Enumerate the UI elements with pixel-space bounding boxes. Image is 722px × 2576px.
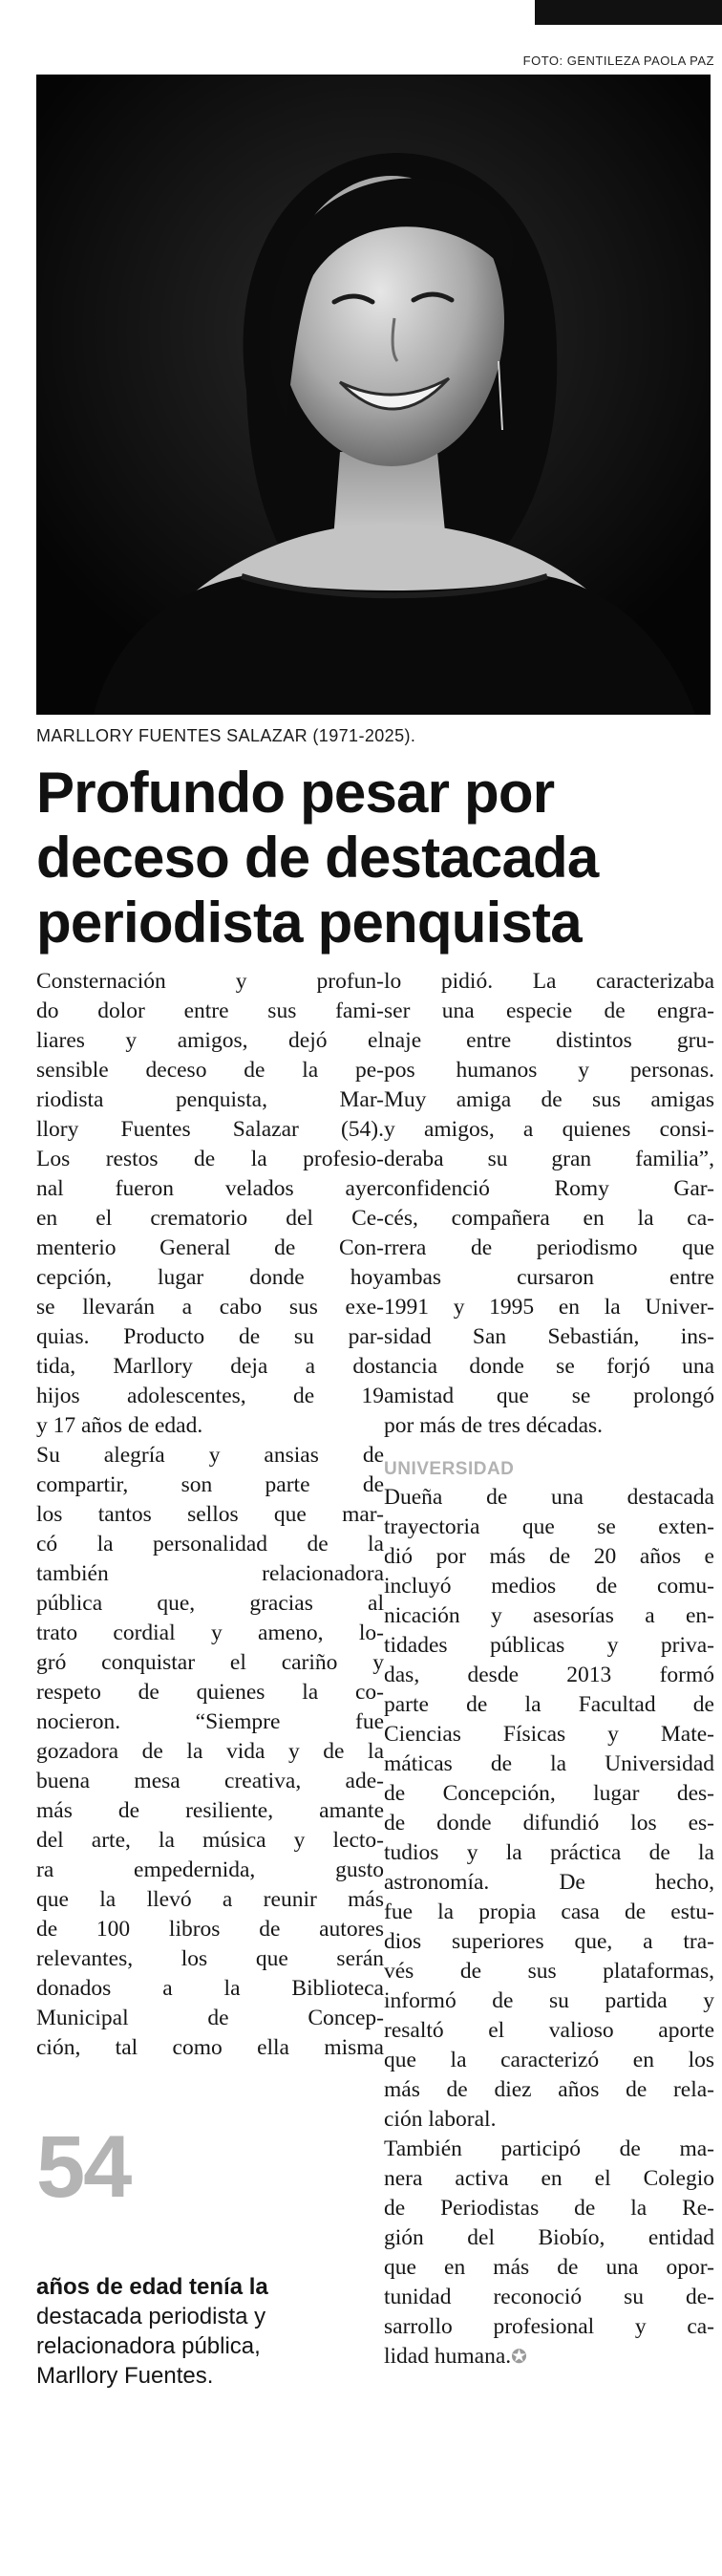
section-subhead: UNIVERSIDAD [384, 1459, 515, 1479]
text-line: tida, Marllory deja a dos [36, 1354, 384, 1379]
text-line: relevantes, los que serán [36, 1946, 384, 1971]
text-line: más de diez años de rela- [384, 2077, 714, 2102]
text-line: también relacionadora [36, 1561, 384, 1586]
text-line: pos humanos y personas. [384, 1058, 714, 1083]
text-line: do dolor entre sus fami- [36, 998, 384, 1023]
text-line: deraba su gran familia”, [384, 1147, 714, 1171]
text-line: Ciencias Físicas y Mate- [384, 1722, 714, 1747]
text-line: ción laboral. [384, 2107, 497, 2132]
text-line: lo pidió. La caracterizaba [384, 969, 714, 994]
text-line: có la personalidad de la [36, 1532, 384, 1556]
article-column-2 [384, 967, 714, 2372]
text-line: máticas de la Universidad [384, 1751, 714, 1776]
text-line: nicación y asesorías a en- [384, 1603, 714, 1628]
highlight-line: Marllory Fuentes. [36, 2363, 214, 2389]
text-line: los tantos sellos que mar- [36, 1502, 384, 1527]
headline-line: deceso de destacada [36, 826, 599, 890]
text-line: tidades públicas y priva- [384, 1633, 714, 1658]
text-line-final [384, 2342, 714, 2372]
text-line: tudios y la práctica de la [384, 1840, 714, 1865]
text-line: respeto de quienes la co- [36, 1680, 384, 1705]
highlight-line: relacionadora pública, [36, 2333, 261, 2359]
text-line: menterio General de Con- [36, 1235, 384, 1260]
text-line: por más de tres décadas. [384, 1413, 604, 1438]
text-line: sarrollo profesional y ca- [384, 2314, 714, 2339]
text-line: y 17 años de edad. [36, 1413, 203, 1438]
end-mark-icon: ✪ [511, 2347, 527, 2368]
text-line: de 100 libros de autores [36, 1917, 384, 1942]
text-line: de Periodistas de la Re- [384, 2196, 714, 2221]
text-line: Consternación y profun- [36, 969, 384, 994]
text-line: cés, compañera en la ca- [384, 1206, 714, 1231]
text-line: fue la propia casa de estu- [384, 1900, 714, 1924]
text-line: ción, tal como ella misma [36, 2035, 384, 2060]
text-line: cepción, lugar donde hoy [36, 1265, 384, 1290]
text-line: Su alegría y ansias de [36, 1443, 384, 1468]
text-line: dios superiores que, a tra- [384, 1929, 714, 1954]
article-column-1 [36, 967, 384, 2063]
text-line: y amigos, a quienes consi- [384, 1117, 714, 1142]
text-line: amistad que se prolongó [384, 1384, 714, 1408]
text-line: das, desde 2013 formó [384, 1663, 714, 1687]
text-line: se llevarán a cabo sus exe- [36, 1295, 384, 1320]
text-line: buena mesa creativa, ade- [36, 1769, 384, 1793]
text-line: Los restos de la profesio- [36, 1147, 384, 1171]
text-line: rrera de periodismo que [384, 1235, 714, 1260]
text-line: naje entre distintos gru- [384, 1028, 714, 1053]
text-line: nal fueron velados ayer [36, 1176, 384, 1201]
highlight-number: 54 [36, 2118, 131, 2216]
highlight-lead: años de edad tenía la [36, 2274, 268, 2300]
text-line: del arte, la música y lecto- [36, 1828, 384, 1853]
text-line: sensible deceso de la pe- [36, 1058, 384, 1083]
top-black-bar [535, 0, 722, 25]
text-line: quias. Producto de su par- [36, 1324, 384, 1349]
text-line: tunidad reconoció su de- [384, 2285, 714, 2309]
text-line: hijos adolescentes, de 19 [36, 1384, 384, 1408]
text-line: gozadora de la vida y de la [36, 1739, 384, 1764]
text-line: trayectoria que se exten- [384, 1514, 714, 1539]
text-line: astronomía. De hecho, [384, 1870, 714, 1895]
headline [36, 761, 714, 955]
headline-line: periodista penquista [36, 891, 582, 955]
text-line: de Concepción, lugar des- [384, 1781, 714, 1806]
text-line: más de resiliente, amante [36, 1798, 384, 1823]
text-line: gión del Biobío, entidad [384, 2225, 714, 2250]
text-line: ambas cursaron entre [384, 1265, 714, 1290]
text-line: llory Fuentes Salazar (54). [36, 1117, 384, 1142]
text-line: que la caracterizó en los [384, 2048, 714, 2072]
text-line: trato cordial y ameno, lo- [36, 1621, 384, 1645]
final-text: lidad humana. [384, 2344, 512, 2369]
text-line: Municipal de Concep- [36, 2006, 384, 2030]
text-line: nera activa en el Colegio [384, 2166, 714, 2191]
photo-credit: FOTO: GENTILEZA PAOLA PAZ [522, 54, 714, 68]
text-line: donados a la Biblioteca [36, 1976, 384, 2001]
text-line: confidenció Romy Gar- [384, 1176, 714, 1201]
highlight-box [36, 2272, 380, 2391]
text-line: incluyó medios de comu- [384, 1574, 714, 1599]
text-line: También participó de ma- [384, 2136, 714, 2161]
portrait-photo [36, 75, 711, 715]
highlight-line: destacada periodista y [36, 2304, 266, 2329]
text-line: parte de la Facultad de [384, 1692, 714, 1717]
text-line: en el crematorio del Ce- [36, 1206, 384, 1231]
text-line: tancia donde se forjó una [384, 1354, 714, 1379]
text-line: riodista penquista, Mar- [36, 1087, 384, 1112]
text-line: resaltó el valioso aporte [384, 2018, 714, 2043]
text-line: dió por más de 20 años e [384, 1544, 714, 1569]
text-line: liares y amigos, dejó el [36, 1028, 384, 1053]
text-line: Muy amiga de sus amigas [384, 1087, 714, 1112]
headline-line: Profundo pesar por [36, 761, 555, 825]
text-line: 1991 y 1995 en la Univer- [384, 1295, 714, 1320]
text-line: ser una especie de engra- [384, 998, 714, 1023]
text-line: informó de su partida y [384, 1988, 714, 2013]
text-line: que la llevó a reunir más [36, 1887, 384, 1912]
text-line: compartir, son parte de [36, 1472, 384, 1497]
text-line: gró conquistar el cariño y [36, 1650, 384, 1675]
text-line: ra empedernida, gusto [36, 1857, 384, 1882]
text-line: de donde difundió los es- [384, 1811, 714, 1835]
photo-caption: MARLLORY FUENTES SALAZAR (1971-2025). [36, 726, 416, 745]
text-line: Dueña de una destacada [384, 1485, 714, 1510]
text-line: nocieron. “Siempre fue [36, 1709, 384, 1734]
text-line: vés de sus plataformas, [384, 1959, 714, 1984]
text-line: pública que, gracias al [36, 1591, 384, 1616]
text-line: que en más de una opor- [384, 2255, 714, 2280]
text-line: sidad San Sebastián, ins- [384, 1324, 714, 1349]
